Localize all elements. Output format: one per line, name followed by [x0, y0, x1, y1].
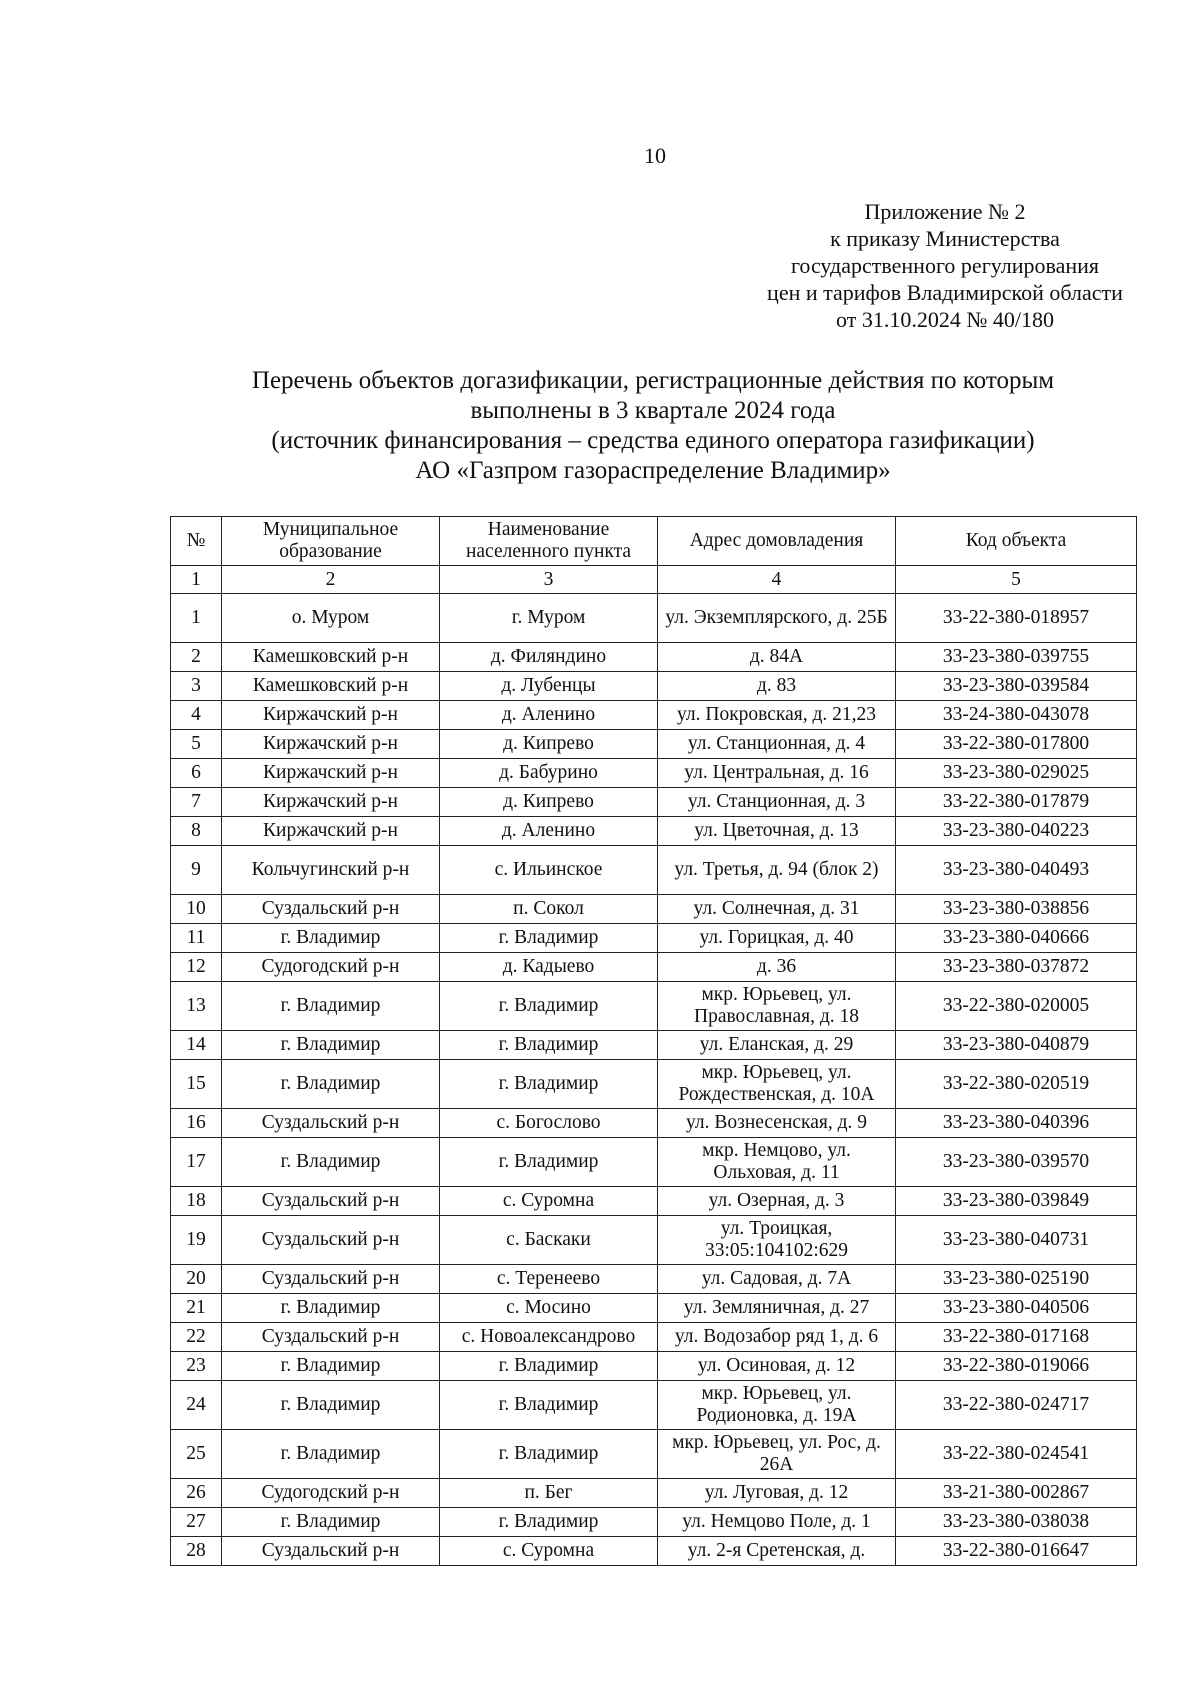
table-row [171, 594, 1137, 643]
settlement: д. Бабурино [440, 759, 658, 788]
table-body [171, 594, 1137, 1566]
row-number: 15 [171, 1060, 222, 1109]
municipality: г. Владимир [222, 924, 440, 953]
table-row [171, 1430, 1137, 1479]
row-number: 13 [171, 982, 222, 1031]
municipality: Кольчугинский р-н [222, 846, 440, 895]
address: ул. Водозабор ряд 1, д. 6 [658, 1323, 896, 1352]
table-row [171, 1138, 1137, 1187]
object-code: 33-23-380-040879 [896, 1031, 1137, 1060]
object-code: 33-23-380-039755 [896, 643, 1137, 672]
appendix-line: государственного регулирования [790, 253, 1100, 278]
settlement: г. Муром [440, 594, 658, 643]
appendix-block [720, 198, 1170, 333]
settlement: г. Владимир [440, 982, 658, 1031]
address: ул. Вознесенская, д. 9 [658, 1109, 896, 1138]
settlement: п. Бег [440, 1479, 658, 1508]
settlement: п. Сокол [440, 895, 658, 924]
object-code: 33-23-380-029025 [896, 759, 1137, 788]
municipality: г. Владимир [222, 1138, 440, 1187]
appendix-line: цен и тарифов Владимирской области [767, 280, 1123, 305]
table-row [171, 788, 1137, 817]
object-code: 33-23-380-040493 [896, 846, 1137, 895]
row-number: 8 [171, 817, 222, 846]
object-code: 33-23-380-040506 [896, 1294, 1137, 1323]
column-index: 5 [896, 566, 1137, 594]
table-header-row [171, 517, 1137, 566]
title-line: (источник финансирования – средства единого оператора газификации) [271, 427, 1035, 454]
municipality: г. Владимир [222, 982, 440, 1031]
address: мкр. Немцово, ул. Ольховая, д. 11 [658, 1138, 896, 1187]
object-code: 33-22-380-017879 [896, 788, 1137, 817]
object-code: 33-23-380-038038 [896, 1508, 1137, 1537]
row-number: 2 [171, 643, 222, 672]
address: ул. Цветочная, д. 13 [658, 817, 896, 846]
table-row [171, 846, 1137, 895]
settlement: д. Филяндино [440, 643, 658, 672]
municipality: Суздальский р-н [222, 1265, 440, 1294]
row-number: 5 [171, 730, 222, 759]
header-municipality: Муниципальное образование [222, 517, 440, 566]
settlement: д. Кадыево [440, 953, 658, 982]
object-code: 33-23-380-040731 [896, 1216, 1137, 1265]
row-number: 17 [171, 1138, 222, 1187]
settlement: г. Владимир [440, 1381, 658, 1430]
address: д. 36 [658, 953, 896, 982]
appendix-line: от 31.10.2024 № 40/180 [836, 307, 1054, 332]
row-number: 10 [171, 895, 222, 924]
municipality: Суздальский р-н [222, 1537, 440, 1566]
table-row [171, 1352, 1137, 1381]
object-code: 33-22-380-020005 [896, 982, 1137, 1031]
appendix-line: к приказу Министерства [830, 226, 1060, 251]
row-number: 6 [171, 759, 222, 788]
row-number: 28 [171, 1537, 222, 1566]
table-row [171, 1294, 1137, 1323]
row-number: 18 [171, 1187, 222, 1216]
table-row [171, 982, 1137, 1031]
settlement: г. Владимир [440, 1060, 658, 1109]
object-code: 33-22-380-024717 [896, 1381, 1137, 1430]
settlement: с. Богослово [440, 1109, 658, 1138]
address: д. 83 [658, 672, 896, 701]
address: д. 84А [658, 643, 896, 672]
municipality: Камешковский р-н [222, 643, 440, 672]
settlement: с. Суромна [440, 1187, 658, 1216]
row-number: 25 [171, 1430, 222, 1479]
municipality: г. Владимир [222, 1294, 440, 1323]
object-code: 33-22-380-017168 [896, 1323, 1137, 1352]
table-row [171, 643, 1137, 672]
page-number: 10 [644, 143, 666, 168]
row-number: 21 [171, 1294, 222, 1323]
municipality: Судогодский р-н [222, 953, 440, 982]
object-code: 33-23-380-025190 [896, 1265, 1137, 1294]
table-row [171, 1381, 1137, 1430]
row-number: 3 [171, 672, 222, 701]
municipality: Суздальский р-н [222, 1323, 440, 1352]
column-index: 4 [658, 566, 896, 594]
row-number: 4 [171, 701, 222, 730]
object-code: 33-23-380-039584 [896, 672, 1137, 701]
table-row [171, 1537, 1137, 1566]
table-row [171, 1508, 1137, 1537]
row-number: 23 [171, 1352, 222, 1381]
municipality: г. Владимир [222, 1430, 440, 1479]
table-row [171, 895, 1137, 924]
settlement: г. Владимир [440, 1430, 658, 1479]
municipality: г. Владимир [222, 1508, 440, 1537]
address: ул. Покровская, д. 21,23 [658, 701, 896, 730]
object-code: 33-23-380-037872 [896, 953, 1137, 982]
settlement: с. Суромна [440, 1537, 658, 1566]
object-code: 33-22-380-020519 [896, 1060, 1137, 1109]
settlement: г. Владимир [440, 1138, 658, 1187]
settlement: г. Владимир [440, 1352, 658, 1381]
row-number: 26 [171, 1479, 222, 1508]
settlement: с. Баскаки [440, 1216, 658, 1265]
object-code: 33-23-380-040223 [896, 817, 1137, 846]
objects-table [170, 516, 1137, 1566]
object-code: 33-22-380-016647 [896, 1537, 1137, 1566]
settlement: с. Теренеево [440, 1265, 658, 1294]
address: мкр. Юрьевец, ул. Рождественская, д. 10А [658, 1060, 896, 1109]
settlement: с. Ильинское [440, 846, 658, 895]
header-address: Адрес домовладения [658, 517, 896, 566]
municipality: г. Владимир [222, 1352, 440, 1381]
municipality: г. Владимир [222, 1060, 440, 1109]
column-index: 2 [222, 566, 440, 594]
address: мкр. Юрьевец, ул. Православная, д. 18 [658, 982, 896, 1031]
municipality: Киржачский р-н [222, 759, 440, 788]
table-row [171, 953, 1137, 982]
row-number: 11 [171, 924, 222, 953]
row-number: 24 [171, 1381, 222, 1430]
row-number: 7 [171, 788, 222, 817]
municipality: г. Владимир [222, 1031, 440, 1060]
municipality: Суздальский р-н [222, 1187, 440, 1216]
address: ул. Центральная, д. 16 [658, 759, 896, 788]
header-number: № [171, 517, 222, 566]
settlement: г. Владимир [440, 924, 658, 953]
municipality: Киржачский р-н [222, 788, 440, 817]
address: ул. Земляничная, д. 27 [658, 1294, 896, 1323]
table-row [171, 1265, 1137, 1294]
settlement: с. Новоалександрово [440, 1323, 658, 1352]
table-row [171, 1216, 1137, 1265]
object-code: 33-22-380-018957 [896, 594, 1137, 643]
address: ул. Станционная, д. 4 [658, 730, 896, 759]
table-row [171, 759, 1137, 788]
municipality: Камешковский р-н [222, 672, 440, 701]
municipality: Суздальский р-н [222, 1109, 440, 1138]
municipality: Киржачский р-н [222, 730, 440, 759]
table-row [171, 1109, 1137, 1138]
settlement: д. Лубенцы [440, 672, 658, 701]
column-index: 3 [440, 566, 658, 594]
title-line: АО «Газпром газораспределение Владимир» [415, 457, 891, 484]
title-line: выполнены в 3 квартале 2024 года [470, 397, 836, 424]
row-number: 22 [171, 1323, 222, 1352]
object-code: 33-22-380-024541 [896, 1430, 1137, 1479]
address: ул. Горицкая, д. 40 [658, 924, 896, 953]
table-row [171, 730, 1137, 759]
row-number: 20 [171, 1265, 222, 1294]
document-title [170, 366, 1136, 486]
object-code: 33-23-380-040666 [896, 924, 1137, 953]
column-index: 1 [171, 566, 222, 594]
address: ул. Третья, д. 94 (блок 2) [658, 846, 896, 895]
address: ул. Солнечная, д. 31 [658, 895, 896, 924]
row-number: 9 [171, 846, 222, 895]
header-object-code: Код объекта [896, 517, 1137, 566]
row-number: 19 [171, 1216, 222, 1265]
address: ул. Озерная, д. 3 [658, 1187, 896, 1216]
object-code: 33-22-380-017800 [896, 730, 1137, 759]
address: ул. Еланская, д. 29 [658, 1031, 896, 1060]
table-row [171, 1031, 1137, 1060]
row-number: 12 [171, 953, 222, 982]
municipality: о. Муром [222, 594, 440, 643]
municipality: Суздальский р-н [222, 895, 440, 924]
settlement: д. Аленино [440, 701, 658, 730]
table-row [171, 817, 1137, 846]
settlement: д. Кипрево [440, 788, 658, 817]
table-row [171, 1479, 1137, 1508]
table-row [171, 701, 1137, 730]
settlement: с. Мосино [440, 1294, 658, 1323]
address: ул. Экземплярского, д. 25Б [658, 594, 896, 643]
address: ул. Садовая, д. 7А [658, 1265, 896, 1294]
object-code: 33-23-380-039849 [896, 1187, 1137, 1216]
address: ул. Луговая, д. 12 [658, 1479, 896, 1508]
address: ул. 2-я Сретенская, д. [658, 1537, 896, 1566]
object-code: 33-21-380-002867 [896, 1479, 1137, 1508]
municipality: Киржачский р-н [222, 701, 440, 730]
object-code: 33-23-380-038856 [896, 895, 1137, 924]
settlement: г. Владимир [440, 1031, 658, 1060]
object-code: 33-23-380-039570 [896, 1138, 1137, 1187]
table-row [171, 1060, 1137, 1109]
municipality: Киржачский р-н [222, 817, 440, 846]
table-row [171, 672, 1137, 701]
settlement: д. Аленино [440, 817, 658, 846]
municipality: Судогодский р-н [222, 1479, 440, 1508]
address: ул. Станционная, д. 3 [658, 788, 896, 817]
row-number: 14 [171, 1031, 222, 1060]
address: ул. Троицкая, 33:05:104102:629 [658, 1216, 896, 1265]
address: мкр. Юрьевец, ул. Рос, д. 26А [658, 1430, 896, 1479]
appendix-line: Приложение № 2 [864, 199, 1026, 224]
settlement: г. Владимир [440, 1508, 658, 1537]
address: ул. Немцово Поле, д. 1 [658, 1508, 896, 1537]
row-number: 27 [171, 1508, 222, 1537]
row-number: 16 [171, 1109, 222, 1138]
header-settlement: Наименование населенного пункта [440, 517, 658, 566]
municipality: Суздальский р-н [222, 1216, 440, 1265]
object-code: 33-24-380-043078 [896, 701, 1137, 730]
row-number: 1 [171, 594, 222, 643]
address: мкр. Юрьевец, ул. Родионовка, д. 19А [658, 1381, 896, 1430]
table-row [171, 1323, 1137, 1352]
table-column-index-row [171, 566, 1137, 594]
object-code: 33-22-380-019066 [896, 1352, 1137, 1381]
settlement: д. Кипрево [440, 730, 658, 759]
object-code: 33-23-380-040396 [896, 1109, 1137, 1138]
address: ул. Осиновая, д. 12 [658, 1352, 896, 1381]
title-line: Перечень объектов догазификации, регистрационные действия по которым [251, 367, 1055, 394]
municipality: г. Владимир [222, 1381, 440, 1430]
table-row [171, 1187, 1137, 1216]
table-row [171, 924, 1137, 953]
